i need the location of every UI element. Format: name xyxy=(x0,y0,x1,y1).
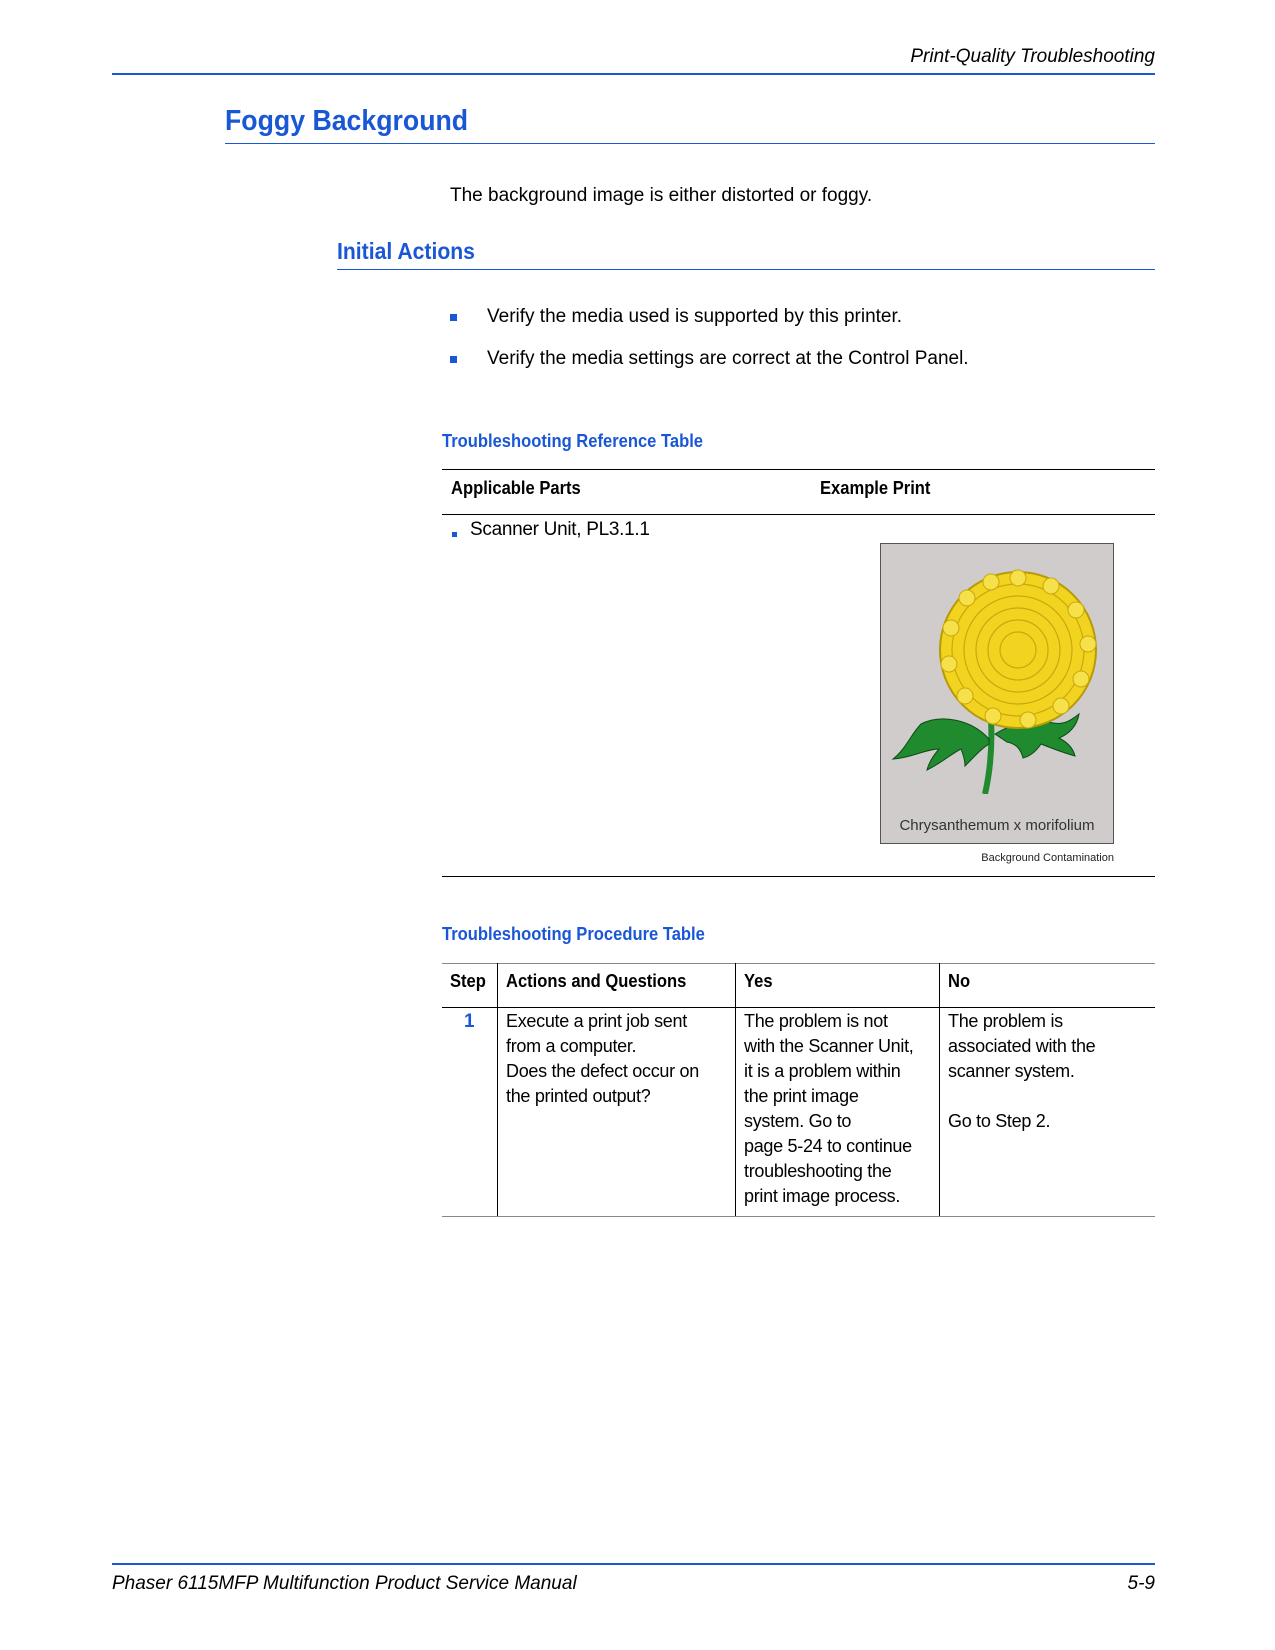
initial-actions-rule xyxy=(337,269,1155,270)
image-caption: Chrysanthemum x morifolium xyxy=(899,817,1095,834)
bullet-square-icon xyxy=(452,532,457,537)
procedure-table-header-rule xyxy=(442,1007,1155,1008)
column-divider xyxy=(497,963,498,1217)
procedure-table-top-rule xyxy=(442,963,1155,964)
actions-cell: Execute a print job sent from a computer. Does the defect occur on the printed output? xyxy=(506,1011,699,1106)
footer-rule xyxy=(112,1563,1155,1565)
col-applicable-parts: Applicable Parts xyxy=(451,478,581,498)
no-cell: The problem is associated with the scanner system. Go to Step 2. xyxy=(948,1011,1096,1131)
column-divider xyxy=(939,963,940,1217)
running-header: Print-Quality Troubleshooting xyxy=(910,46,1155,67)
reference-table-bottom-rule xyxy=(442,876,1155,877)
bullet-square-icon xyxy=(450,314,457,321)
page-title: Foggy Background xyxy=(225,105,469,137)
procedure-table-caption: Troubleshooting Procedure Table xyxy=(442,924,705,944)
list-item: Verify the media used is supported by this printer. xyxy=(450,306,969,348)
list-item: Verify the media settings are correct at the Control Panel. xyxy=(450,348,969,390)
intro-paragraph: The background image is either distorted or foggy. xyxy=(450,185,873,206)
procedure-table-bottom-rule xyxy=(442,1216,1155,1217)
bullet-square-icon xyxy=(450,356,457,363)
yes-cell: The problem is not with the Scanner Unit, it is a problem within the print image system. Go to page 5-24 to continue troubleshooting the print image process. xyxy=(744,1011,914,1206)
col-step: Step xyxy=(450,971,486,991)
header-rule xyxy=(112,73,1155,75)
title-rule xyxy=(225,143,1155,144)
column-divider xyxy=(735,963,736,1217)
col-no: No xyxy=(948,971,971,991)
col-yes: Yes xyxy=(744,971,773,991)
initial-actions-heading: Initial Actions xyxy=(337,238,475,264)
example-print-image xyxy=(880,543,1114,844)
applicable-part: Scanner Unit, PL3.1.1 xyxy=(470,519,650,540)
reference-table-top-rule xyxy=(442,469,1155,470)
initial-actions-list xyxy=(450,306,969,390)
step-number: 1 xyxy=(464,1011,475,1032)
reference-table-header-rule xyxy=(442,514,1155,515)
page-number: 5-9 xyxy=(1127,1573,1155,1594)
col-example-print: Example Print xyxy=(820,478,931,498)
footer-manual-title: Phaser 6115MFP Multifunction Product Service Manual xyxy=(112,1573,577,1594)
col-actions: Actions and Questions xyxy=(506,971,687,991)
image-label: Background Contamination xyxy=(981,852,1114,864)
reference-table-caption: Troubleshooting Reference Table xyxy=(442,431,704,451)
chrysanthemum-image xyxy=(881,544,1113,794)
